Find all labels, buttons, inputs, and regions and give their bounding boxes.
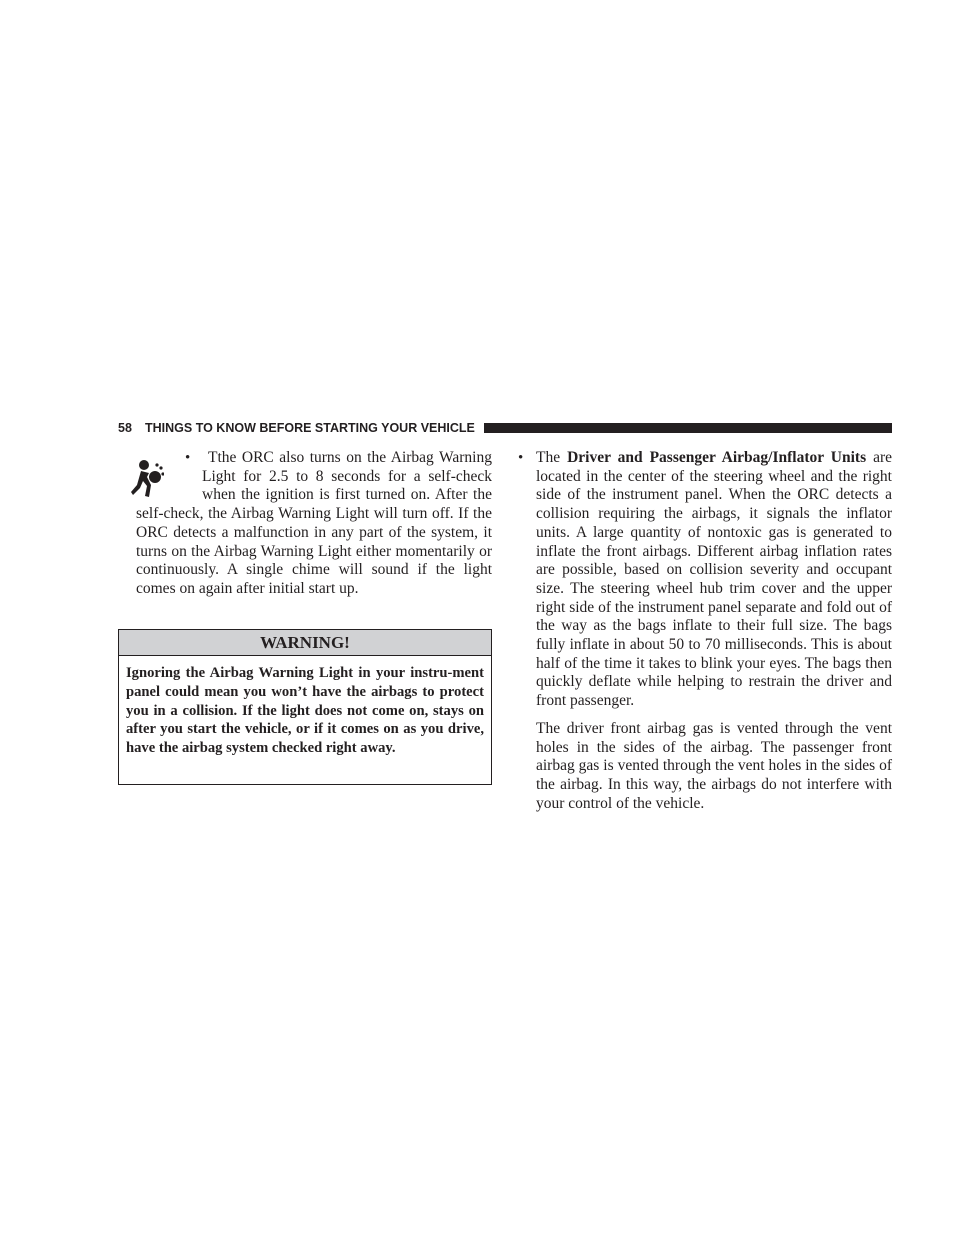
- warning-text: Ignoring the Airbag Warning Light in your instru-ment panel could mean you won’t have the airbags to protect you in a collision. If the light does not come on, stays on after you start the vehicle, or if it comes on as you drive, have the airbag system checked right away.: [126, 665, 484, 757]
- left-column: [136, 449, 492, 599]
- section-title: THINGS TO KNOW BEFORE STARTING YOUR VEHICLE: [145, 421, 475, 435]
- warning-title: WARNING!: [119, 630, 491, 656]
- lead-word: The: [536, 449, 561, 466]
- right-column: [518, 449, 892, 813]
- header-rule: [484, 423, 892, 433]
- orc-self-check-text: Tthe ORC also turns on the Airbag Warning Light for 2.5 to 8 seconds for a self-check when the ignition is first turned on. After the self-check, the Airbag Warning Light will turn off. If the ORC detects a malfunction in any part of the system, it turns on the Airbag Warning Light either momentarily or continuously. A single chime will sound if the light comes on again after initial start up.: [136, 449, 492, 597]
- airbag-warning-icon: [136, 449, 202, 505]
- inflator-units-text: are located in the center of the steering wheel and the right side of the instrument panel. When the ORC detects a collision requiring the airbags, it signals the inflator units. A large quantity of nontoxic gas is generated to inflate the front airbags. Different airbag inflation rates are possible, based on collision severity and occupant size. The steering wheel hub trim cover and the upper right side of the instrument panel separate and fold out of the way as the bags inflate to their full size. The bags fully inflate in about 50 to 70 milliseconds. This is about half of the time it takes to blink your eyes. The bags then quickly deflate while helping to restrain the driver and front passenger.: [536, 449, 892, 710]
- warning-box: [118, 629, 492, 785]
- bullet: •: [518, 450, 524, 466]
- inflator-units-paragraph: [536, 449, 892, 711]
- venting-paragraph: The driver front airbag gas is vented through the vent holes in the sides of the airbag. The passenger front airbag gas is vented through the vent holes in the sides of the airbag. In this way, the airbags do not interfere with your control of the vehicle.: [536, 719, 892, 812]
- page-number: 58: [118, 421, 132, 435]
- bullet: •: [185, 450, 191, 466]
- inflator-units-term: Driver and Passenger Airbag/Inflator Units: [567, 449, 867, 466]
- page-header: [118, 420, 892, 436]
